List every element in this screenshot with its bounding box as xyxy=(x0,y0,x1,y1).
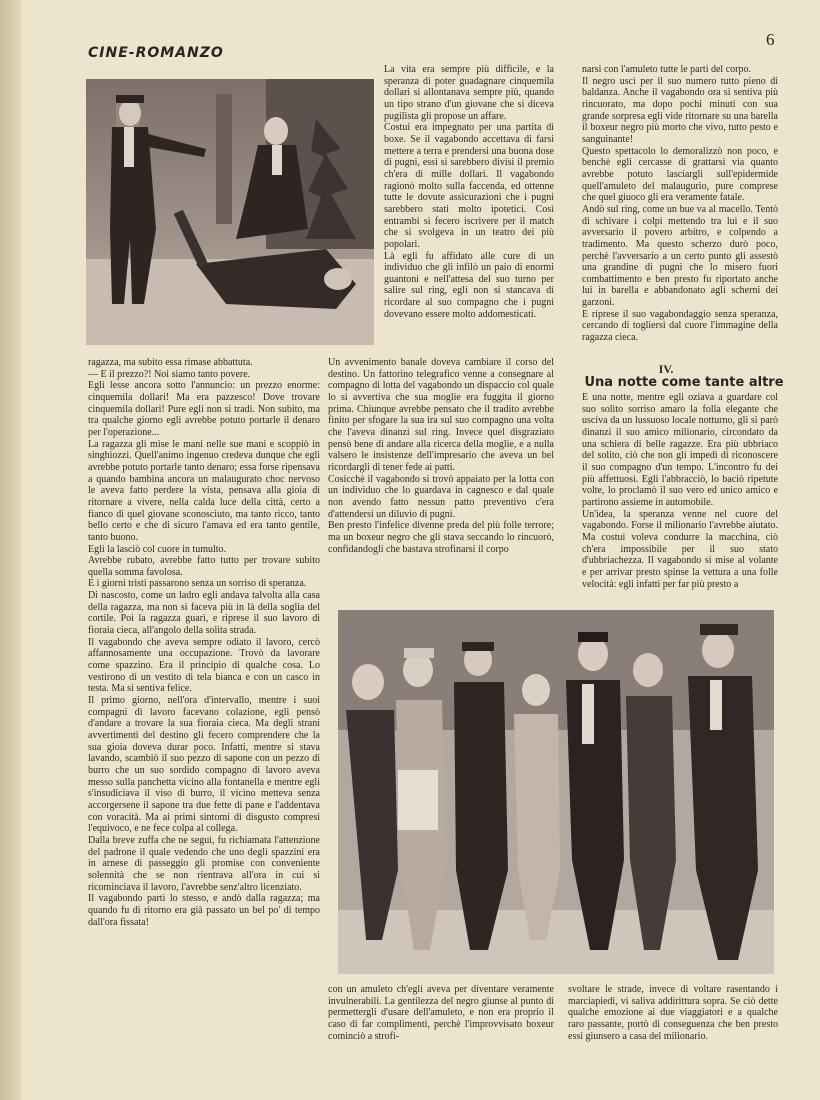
column-top-right: narsi con l'amuleto tutte le parti del corpo. Il negro uscì per il suo numero tutto pieno di baldanza. Anche il vagabondo ora si sentiva più rincuorato, ma dopo pochi minuti con sua grande sorpresa egli vide ritornare su una barella il boxeur negro più morto che vivo, tutto pesto e sanguinante! Questo spettacolo lo demoralizzò non poco, e benchè egli cercasse di grattarsi via quanto avrebbe potuto lasciargli sull'epidermide quell'amuleto del malaugurio, pure comprese che quel giuoco gli era veramente fatale. Andò sul ring, come un bue va al macello. Tentò di schivare i colpi mettendo tra lui e il suo avversario il povero arbitro, e colpendo a tradimento. Ma questo scherzo durò poco, perchè l'avversario a un certo punto gli assestò una grandine di pugni che lo misero fuori combattimento e ben presto fu riportato anche lui in barella e abbandonato agli scherni dei garzoni. E riprese il suo vagabondaggio senza speranza, cercando di togliersi dal cuore l'immagine della ragazza cieca. xyxy=(582,64,778,344)
column-left: ragazza, ma subito essa rimase abbattuta. — E il prezzo?! Noi siamo tanto povere. Egli lesse ancora sotto l'annuncio: un prezzo enorme: cinquemila dollari! Ma era pazzesco! Dove trovare cinquemila dollari! Pure egli non si tradì. Non subito, ma tra qualche giorno egli avrebbe potuto portarle il denaro per l'operazione... La ragazza gli mise le mani nelle sue mani e scoppiò in singhiozzi. Quell'animo ingenuo credeva dunque che egli avrebbe potuto portarle tanto denaro; essa forse ripensava a quando bambina ancora un malaugurato choc nervoso le aveva fatto perdere la vista, pensava alla gioia di ritornare a vivere, nella calda luce della città, certo a fianco di quel giovane sconosciuto, ma tanto ricco, tanto bello certo e che di sicuro l'amava ed era tanto gentile, tanto buono. Egli la lasciò col cuore in tumulto. Avrebbe rubato, avrebbe fatto tutto per trovare subito quella somma favolosa. E i giorni tristi passarono senza un sorriso di speranza. Di nascosto, come un ladro egli andava talvolta alla casa della ragazza, ma non si faceva più in là della soglia del cortile. Poi la ragazza guarì, e riprese il suo lavoro di fioraia cieca, all'angolo della solita strada. Il vagabondo che aveva sempre odiato il lavoro, cercò affannosamente una occupazione. Trovò da lavorare come spazzino. Era il principio di qualche cosa. Lo vestirono di un vestito di tela bianca e con un casco in testa. Ma si sentiva felice. Il primo giorno, nell'ora d'intervallo, mentre i suoi compagni di lavoro facevano colazione, egli pensò d'andare a trovare la sua fioraia cieca. Ma degli strani avvertimenti del destino gli fecero comprendere che la sua gioia doveva durar poco. Infatti, mentre si stava lavando, scambiò il suo pezzo di sapone con un pezzo di burro che un suo sordido compagno di lavoro aveva messo sulla panchetta vicino alla fontanella e mentre egli s'insudiciava il viso di burro, il vicino metteva senza accorgersene il sapone tra due fette di pane e l'addentava con voracità. Ma ai primi sintomi di disgusto compresi l'equivoco, e ne fece colpa al collega. Dalla breve zuffa che ne seguì, fu richiamata l'attenzione del padrone il quale vedendo che uno degli spazzini era in arnese di passeggio gli promise con conveniente solennità che se non rientrava all'ora in cui si ricominciava il lavoro, l'avrebbe senz'altro licenziato. Il vagabondo partì lo stesso, e andò dalla ragazza; ma quando fu di ritorno era già passato un bel po' di tempo dall'ora fissata! xyxy=(88,357,320,928)
column-top-middle: La vita era sempre più difficile, e la speranza di poter guadagnare cinquemila dollari si allontanava sempre più, quando un tipo strano d'un giovane che si diceva pugilista gli propose un affare. Costui era impegnato per una partita di boxe. Se il vagabondo accettava di farsi mettere a terra e prendersi una buona dose di pugni, essi si sarebbero divisi il premio ch'era di mille dollari. Il vagabondo ragionò molto sulla faccenda, ed ottenne tutte le dovute assicurazioni che i pugni sarebbero stati molto ipotetici. Così entrambi si fecero iscrivere per il match che si svolgeva in un teatro dei più popolari. Là egli fu affidato alle cure di un individuo che gli infilò un paio di enormi guantoni e nell'attesa del suo turno per salire sul ring, egli non si stancava di ricordare al suo compagno che i pugni dovevano essere molto addomesticati. xyxy=(384,64,554,320)
page-edge xyxy=(0,0,22,1100)
chapter-title: Una notte come tante altre xyxy=(584,375,784,390)
column-bottom-middle: con un amuleto ch'egli aveva per diventare veramente invulnerabili. La gentilezza del negro giunse al punto di permettergli d'usare dell'amuleto, e non era proprio il caso di far complimenti, perchè l'improvvisato boxeur cominciò a strofi- xyxy=(328,984,554,1042)
column-bottom-right: svoltare le strade, invece di voltare rasentando i marciapiedi, vi saliva addirittura sopra. Se ciò dette qualche emozione ai due viaggiatori e a qualche raro passante, portò di conseguenza che ben presto essi giunsero a casa del milionario. xyxy=(568,984,778,1042)
photo-bottom-image xyxy=(338,610,774,974)
column-right: E una notte, mentre egli oziava a guardare col suo solito sorriso amaro la folla elegante che usciva da un lussuoso locale notturno, gli si parò dinanzi il suo amico milionario, circondato da una schiera di belle ragazze. Era più ubbriaco del solito, ciò che non gli impedì di riconoscere il suo compagno d'un tempo. L'incontro fu dei più affettuosi. Egli l'abbracciò, lo baciò ripetute volte, lo proclamò il suo vero ed unico amico e partirono assieme in automobile. Un'idea, la speranza venne nel cuore del vagabondo. Forse il milionario l'avrebbe aiutato. Ma costui voleva condurre la macchina, ciò ch'era impossibile per il suo stato d'ubbriachezza. Il vagabondo si mise al volante e per arrivar presto spinse la vettura a una folle velocità: egli infatti per far più presto a xyxy=(582,392,778,590)
photo-bottom-scene xyxy=(338,610,774,974)
photo-top-image xyxy=(86,79,374,345)
chapter-number: IV. xyxy=(658,362,674,376)
page-number: 6 xyxy=(766,30,775,49)
photo-top-scene xyxy=(86,79,374,345)
column-middle: Un avvenimento banale doveva cambiare il corso del destino. Un fattorino telegrafico venne a consegnare al compagno di lotta del vagabondo un dispaccio col quale lo si avvertiva che sua moglie era fuggita il giorno prima. Chiunque avrebbe pensato che il tradito avrebbe finito per sfogare la sua ira sul suo compagno una volta che l'aveva dinanzi sul ring. Invece quel disgraziato pensò bene di andare alla ricerca della moglie, e a nulla valsero le insistenze dell'impresario che aveva un bel ricordargli di tener fede ai patti. Cosicchè il vagabondo si trovò appaiato per la lotta con un individuo che lo guardava in cagnesco e dal quale non avendo fatto nessun patto preventivo c'era d'attendersi un diluvio di pugni. Ben presto l'infelice divenne preda del più folle terrore; ma un boxeur negro che gli stava seccando lo rincuorò, confidandogli che bastava strofinarsi il corpo xyxy=(328,357,554,555)
header-title: CINE-ROMANZO xyxy=(88,45,224,61)
